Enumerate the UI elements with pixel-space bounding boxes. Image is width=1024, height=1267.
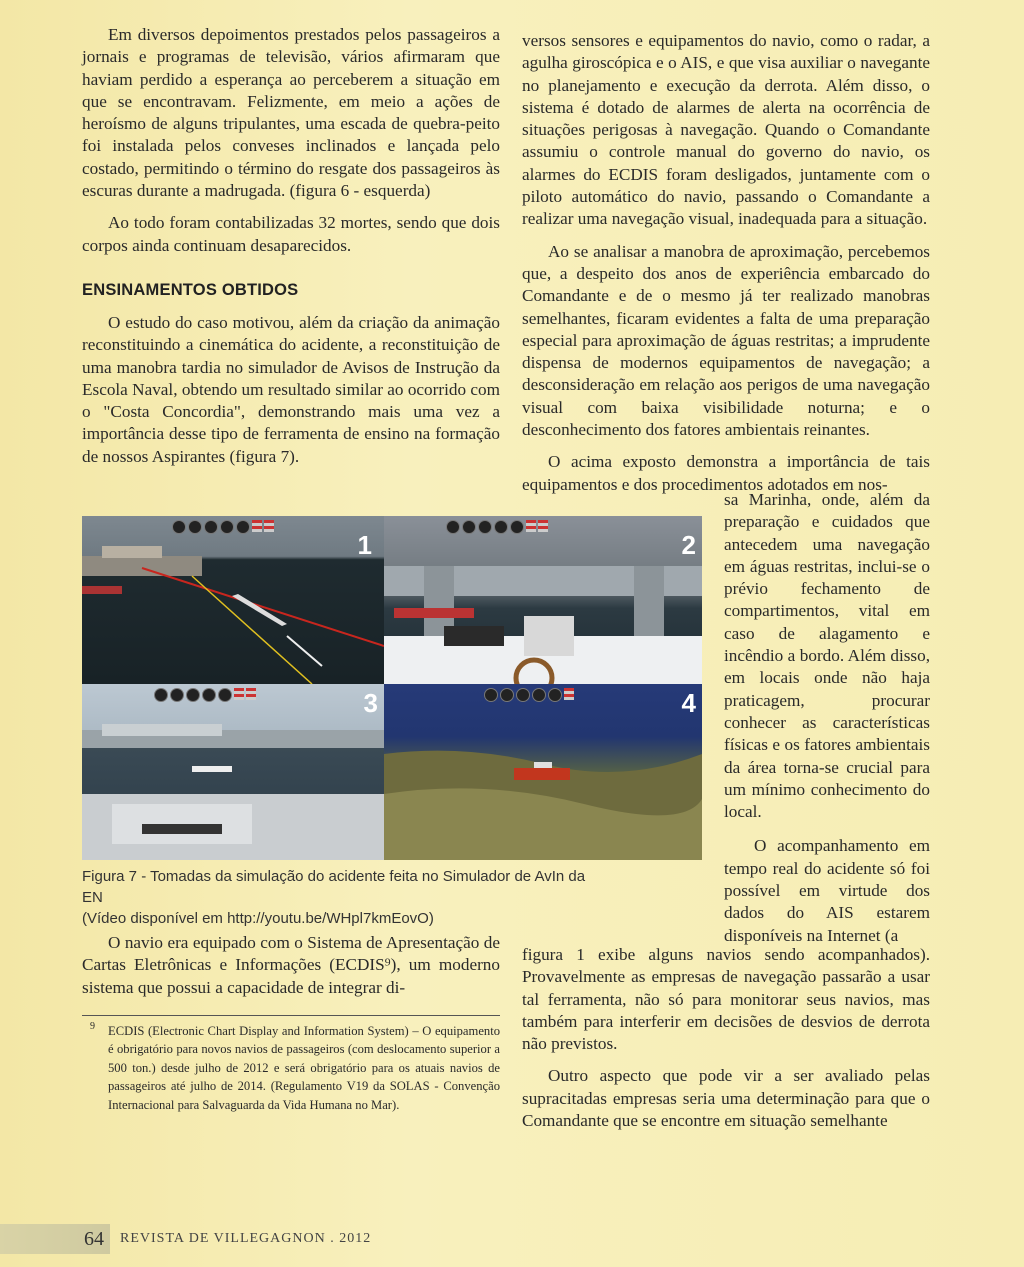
simulation-panel-2 [384,516,702,684]
page-number: 64 [0,1224,110,1254]
paragraph-testimonies: Em diversos depoimentos prestados pelos passageiros a jornais e programas de televisão, vários afirmaram que haviam perdido a esperança ao perceberem a situação em que se encontravam. Felizmente, em meio a ações de heroísmo de alguns tripulantes, uma escada de quebra-peito foi instalada pelos conveses inclinados e lançada pelo costado, permitindo o término do resgate dos passageiros às escuras durante a madrugada. (figura 6 - esquerda) [82,25,500,201]
right-column-top [522,30,930,496]
footnote-divider [82,1015,500,1016]
paragraph-ecdis: O navio era equipado com o Sistema de Apresentação de Cartas Eletrônicas e Informações (ECDIS⁹), um moderno sistema que possui a capacidade de integrar di- [82,933,500,997]
instrument-gauges [154,688,256,702]
left-column-bottom [82,932,500,1114]
paragraph-maneuver: Ao se analisar a manobra de aproximação, percebemos que, a despeito dos anos de experiência embarcado do Comandante e de o mesmo já ter realizado manobras semelhantes, ficaram evidentes a falta de uma preparação especial para aproximação de águas restritas; a imprudente dispensa de modernos equipamentos de navegação; a desconsideração em relação aos perigos de uma navegação visual com baixa visibilidade noturna; e o desconhecimento dos fatores ambientais reinantes. [522,241,930,440]
figure-7-simulation [82,516,702,860]
paragraph-ecdis-continued: versos sensores e equipamentos do navio, como o radar, a agulha giroscópica e o AIS, e que visa auxiliar o navegante no planejamento e execução da derrota. Além disso, o sistema é dotado de alarmes de alerta na ocorrência de situações perigosas à navegação. Quando o Comandante assumiu o controle manual do governo do navio, os alarmes do ECDIS foram desligados, juntamente com o piloto automático do navio, passando o Comandante a realizar uma navegação visual, inadequada para a situação. [522,31,930,229]
page-footer [0,1224,420,1254]
panel-number-2: 2 [681,530,696,560]
scene-4-seafloor-illustration [384,684,702,860]
right-column-bottom [522,944,930,1142]
instrument-gauges [484,688,574,702]
paragraph-ais-continued: figura 1 exibe alguns navios sendo acompanhados). Provavelmente as empresas de navegação passarão a usar tal ferramenta, não só para monitorar seus navios, mas também para interferir em decisões de desvios de derrota não previstos. [522,945,930,1054]
footnote-9 [82,1022,500,1115]
caption-line-1: Figura 7 - Tomadas da simulação do acidente feita no Simulador de AvIn da EN [82,868,586,906]
section-heading: ENSINAMENTOS OBTIDOS [82,280,299,299]
magazine-title: REVISTA DE VILLEGAGNON . 2012 [120,1231,372,1246]
panel-number-4: 4 [681,688,696,718]
instrument-gauges [446,520,548,534]
figure-caption [82,866,602,929]
scene-2-bridge-illustration [384,516,702,684]
instrument-gauges [172,520,274,534]
scene-1-illustration [82,516,384,684]
simulation-panel-4 [384,684,702,860]
footnote-text: ECDIS (Electronic Chart Display and Information System) – O equipamento é obrigatório para novos navios de passageiros (com deslocamento superior a 500 ton.) desde julho de 2012 e será obrigatório para os atuais navios de passageiros até julho de 2014. (Regulamento V19 da SOLAS - Convenção Internacional para Salvaguarda da Vida Humana no Mar). [108,1023,500,1112]
paragraph-deaths: Ao todo foram contabilizadas 32 mortes, sendo que dois corpos ainda continuam desaparecidos. [82,213,500,255]
paragraph-equipment-continued: sa Marinha, onde, além da preparação e cuidados que antecedem uma navegação em águas restritas, inclui-se o prévio fechamento de compartimentos, vital em caso de alagamento e incêndio a bordo. Além disso, em locais onde não haja praticagem, procurar conhecer as características físicas e os fatores ambientais da área torna-se crucial para um mínimo conhecimento do local. [724,490,930,822]
panel-number-1: 1 [357,530,372,560]
left-column-top [82,24,500,478]
simulation-panel-3 [82,684,384,860]
caption-line-2: (Vídeo disponível em http://youtu.be/WHpl7kmEovO) [82,910,434,927]
simulation-panel-1 [82,516,384,684]
paragraph-study: O estudo do caso motivou, além da criação da animação reconstituindo a cinemática do acidente, a reconstituição de uma manobra tardia no simulador de Avisos de Instrução da Escola Naval, obtendo um resultado similar ao ocorrido com o "Costa Concordia", demonstrando mais uma vez a importância desse tipo de ferramenta de ensino na formação de nossos Aspirantes (figura 7). [82,312,500,466]
scene-3-port-illustration [82,684,384,860]
panel-number-3: 3 [363,688,378,718]
footnote-marker: 9 [90,1020,95,1032]
right-wrap-text [724,489,930,957]
paragraph-equipment-start: O acima exposto demonstra a importância de tais equipamentos e dos procedimentos adotados em nos- [522,452,930,494]
paragraph-ais-tracking: O acompanhamento em tempo real do acidente só foi possível em virtude dos dados do AIS estarem disponíveis na Internet (a [724,836,930,945]
paragraph-other-aspect: Outro aspecto que pode vir a ser avaliado pelas supracitadas empresas seria uma determinação para que o Comandante que se encontre em situação semelhante [522,1066,930,1131]
